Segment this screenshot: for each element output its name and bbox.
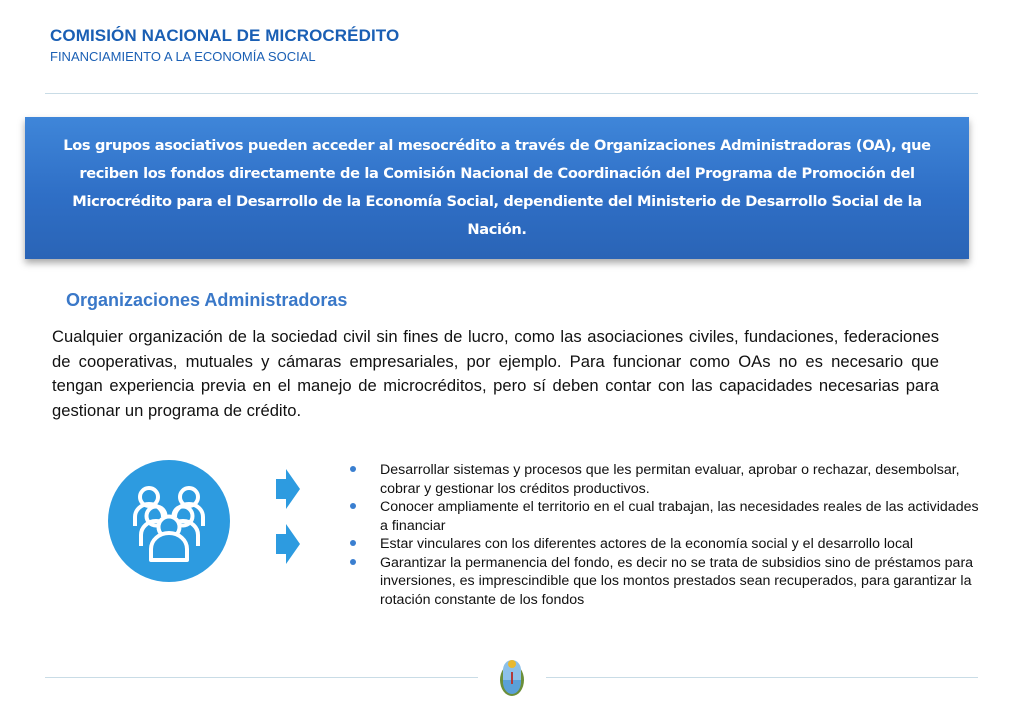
- list-item: [350, 461, 980, 498]
- coat-of-arms-icon: [497, 656, 527, 700]
- list-item-text: Garantizar la permanencia del fondo, es decir no se trata de subsidios sino de préstamos para inversiones, es imprescindible que los montos prestados sean recuperados, para garantizar la rotación constante de los fondos: [380, 554, 974, 608]
- banner-text: Los grupos asociativos pueden acceder al mesocrédito a través de Organizaciones Administradoras (OA), que reciben los fondos directamente de la Comisión Nacional de Coordinación del Programa de Promoción del Microcrédito para el Desarrollo de la Economía Social, dependiente del Ministerio de Desarrollo Social de la Nación.: [63, 137, 931, 238]
- list-item: [350, 535, 980, 554]
- bullet-icon: [350, 540, 356, 546]
- list-item-text: Conocer ampliamente el territorio en el cual trabajan, las necesidades reales de las actividades a financiar: [380, 499, 979, 534]
- bullet-icon: [350, 559, 356, 565]
- bullet-icon: [350, 466, 356, 472]
- section-body: Cualquier organización de la sociedad civil sin fines de lucro, como las asociaciones civiles, fundaciones, federaciones de cooperativas, mutuales y cámaras empresariales, por ejemplo. Para funcionar como OAs no es necesario que tengan experiencia previa en el manejo de microcréditos, pero sí deben contar con las capacidades necesarias para gestionar un programa de crédito.: [52, 327, 939, 420]
- intro-banner: [25, 117, 969, 259]
- requirements-list: [350, 461, 980, 609]
- header-subtitle: FINANCIAMIENTO A LA ECONOMÍA SOCIAL: [50, 49, 316, 64]
- arrow-right-icon: [276, 524, 300, 564]
- list-item: [350, 498, 980, 535]
- list-item: [350, 554, 980, 610]
- footer-divider-right: [546, 677, 978, 678]
- section-title: Organizaciones Administradoras: [66, 290, 348, 310]
- footer-divider-left: [45, 677, 478, 678]
- bullet-icon: [350, 503, 356, 509]
- list-item-text: Desarrollar sistemas y procesos que les permitan evaluar, aprobar o rechazar, desembolsar, cobrar y gestionar los créditos productivos.: [380, 462, 960, 497]
- people-group-icon: [108, 460, 230, 582]
- arrow-right-icon: [276, 469, 300, 509]
- header-divider: [45, 93, 978, 94]
- list-item-text: Estar vinculares con los diferentes actores de la economía social y el desarrollo local: [380, 536, 914, 552]
- header-title: COMISIÓN NACIONAL DE MICROCRÉDITO: [50, 26, 400, 45]
